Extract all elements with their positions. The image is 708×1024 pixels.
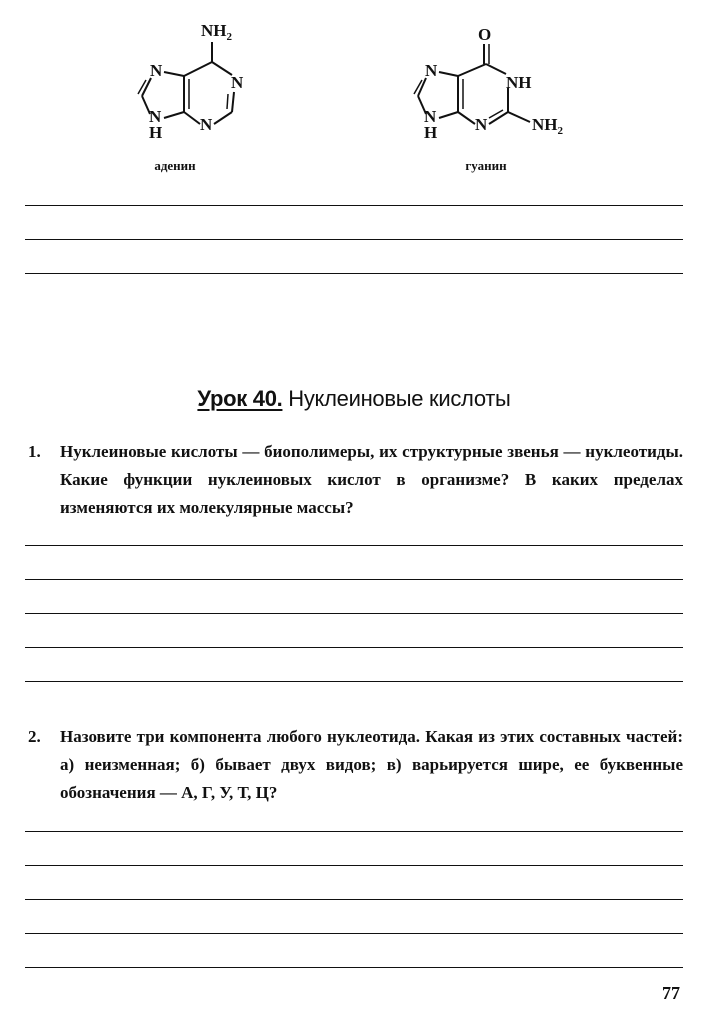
guanine-structure — [412, 22, 582, 146]
question-number: 2. — [28, 727, 41, 746]
guanine-caption: гуанин — [465, 158, 507, 173]
lesson-title — [0, 386, 708, 412]
svg-text:N: N — [200, 115, 213, 134]
lesson-name: Нуклеиновые кислоты — [288, 386, 511, 411]
lesson-number: Урок 40. — [197, 386, 283, 411]
svg-text:N: N — [150, 61, 163, 80]
answer-line[interactable] — [25, 831, 683, 832]
question-text: Нуклеиновые кислоты — биополимеры, их структурные звенья — нуклеотиды. Какие функции нуклеиновых кислот в организме? В каких пределах изменяются их молекулярные массы? — [60, 442, 683, 517]
answer-line[interactable] — [25, 239, 683, 240]
svg-text:H: H — [149, 123, 163, 142]
svg-text:N: N — [149, 107, 162, 126]
answer-line[interactable] — [25, 647, 683, 648]
question-1 — [28, 438, 683, 522]
adenine-nh2-label: $NH_2$ — [201, 21, 232, 43]
question-2 — [28, 723, 683, 807]
answer-line[interactable] — [25, 967, 683, 968]
svg-text:N: N — [425, 61, 438, 80]
svg-text:N: N — [424, 107, 437, 126]
svg-text:O: O — [478, 25, 492, 44]
answer-line[interactable] — [25, 579, 683, 580]
page-number: 77 — [662, 983, 680, 1003]
answer-line[interactable] — [25, 545, 683, 546]
answer-line[interactable] — [25, 205, 683, 206]
answer-line[interactable] — [25, 273, 683, 274]
answer-line[interactable] — [25, 681, 683, 682]
adenine-caption: аденин — [154, 158, 196, 173]
svg-text:N: N — [231, 73, 244, 92]
answer-line[interactable] — [25, 899, 683, 900]
question-text: Назовите три компонента любого нуклеотида. Какая из этих составных частей: а) неизменная; б) бывает двух видов; в) варьируется шире, ее буквенные обозначения — А, Г, У, Т, Ц? — [60, 727, 683, 802]
answer-line[interactable] — [25, 613, 683, 614]
question-number: 1. — [28, 442, 41, 461]
answer-line[interactable] — [25, 865, 683, 866]
svg-text:NH2: $NH_2$ — [532, 115, 563, 137]
svg-text:NH: NH — [506, 73, 532, 92]
svg-text:H: H — [424, 123, 438, 142]
answer-line[interactable] — [25, 933, 683, 934]
adenine-structure — [128, 14, 258, 144]
svg-text:N: N — [475, 115, 488, 134]
